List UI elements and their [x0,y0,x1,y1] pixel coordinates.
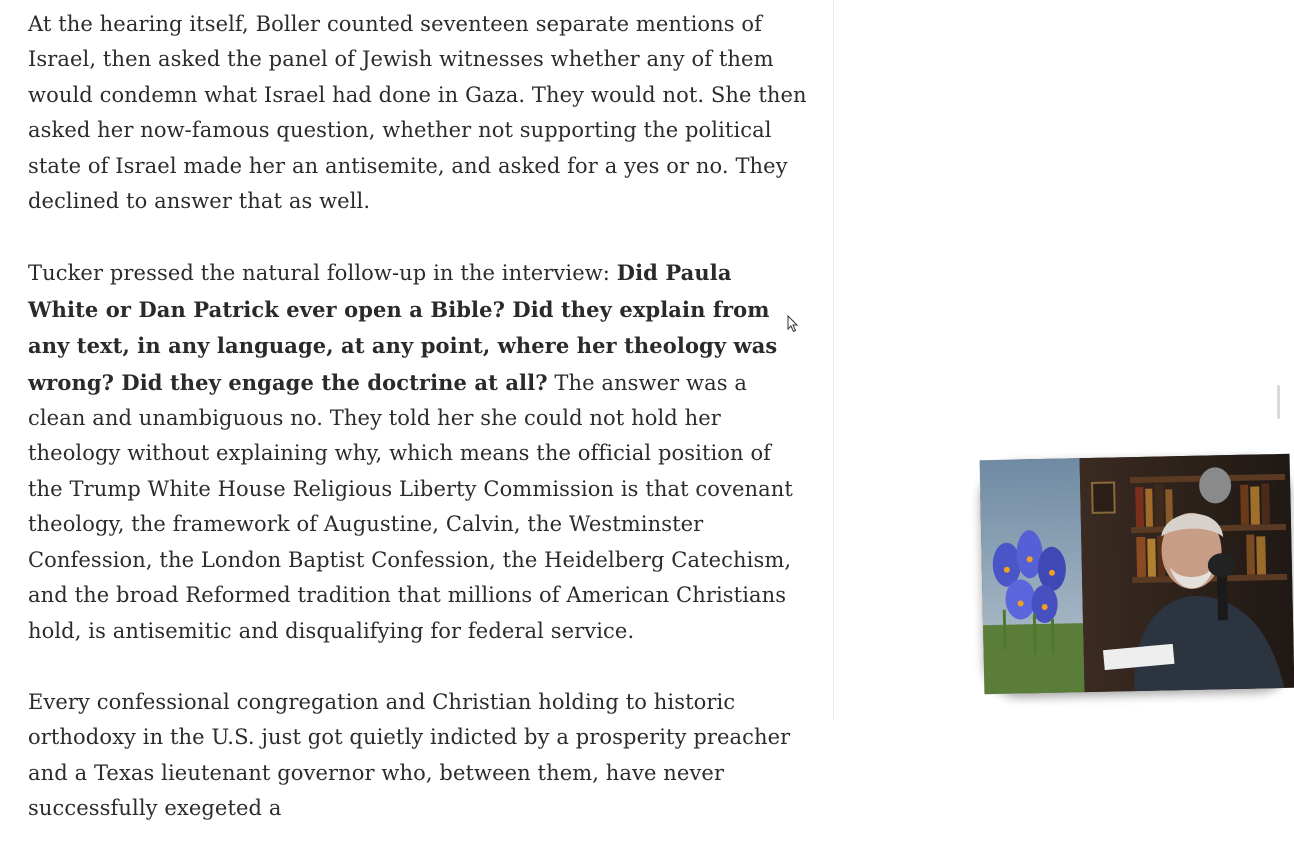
paragraph-2-bold-questions: Did Paula White or Dan Patrick ever open a Bible? Did they explain from any text, in any language, at any point, where her theology was wrong? Did they engage the doctrine at all? [28,260,778,395]
article-body [28,7,808,863]
column-divider [833,0,834,720]
video-frame-image [980,454,1294,694]
video-overlay-player[interactable] [980,454,1294,694]
article-paragraph-1: At the hearing itself, Boller counted seventeen separate mentions of Israel, then asked the panel of Jewish witnesses whether any of them would condemn what Israel had done in Gaza. They would not. She then asked her now-famous question, whether not supporting the political state of Israel made her an antisemite, and asked for a yes or no. They declined to answer that as well. [28,12,807,214]
paragraph-2-lead: Tucker pressed the natural follow-up in the interview: [28,261,617,286]
paragraph-2-rest: The answer was a clean and unambiguous no. They told her she could not hold her theology without explaining why, which means the official position of the Trump White House Religious Liberty Commission is that covenant theology, the framework of Augustine, Calvin, the Westminster Confession, the London Baptist Confession, the Heidelberg Catechism, and the broad Reformed tradition that millions of American Christians hold, is antisemitic and disqualifying for federal service. [28,370,793,643]
scrollbar-thumb[interactable] [1277,385,1280,419]
mouse-pointer-icon [787,315,799,333]
article-paragraph-3: Every confessional congregation and Christian holding to historic orthodoxy in the U.S. just got quietly indicted by a prosperity preacher and a Texas lieutenant governor who, between them, have never successfully exegeted a [28,689,791,821]
article-paragraph-2 [28,255,808,648]
